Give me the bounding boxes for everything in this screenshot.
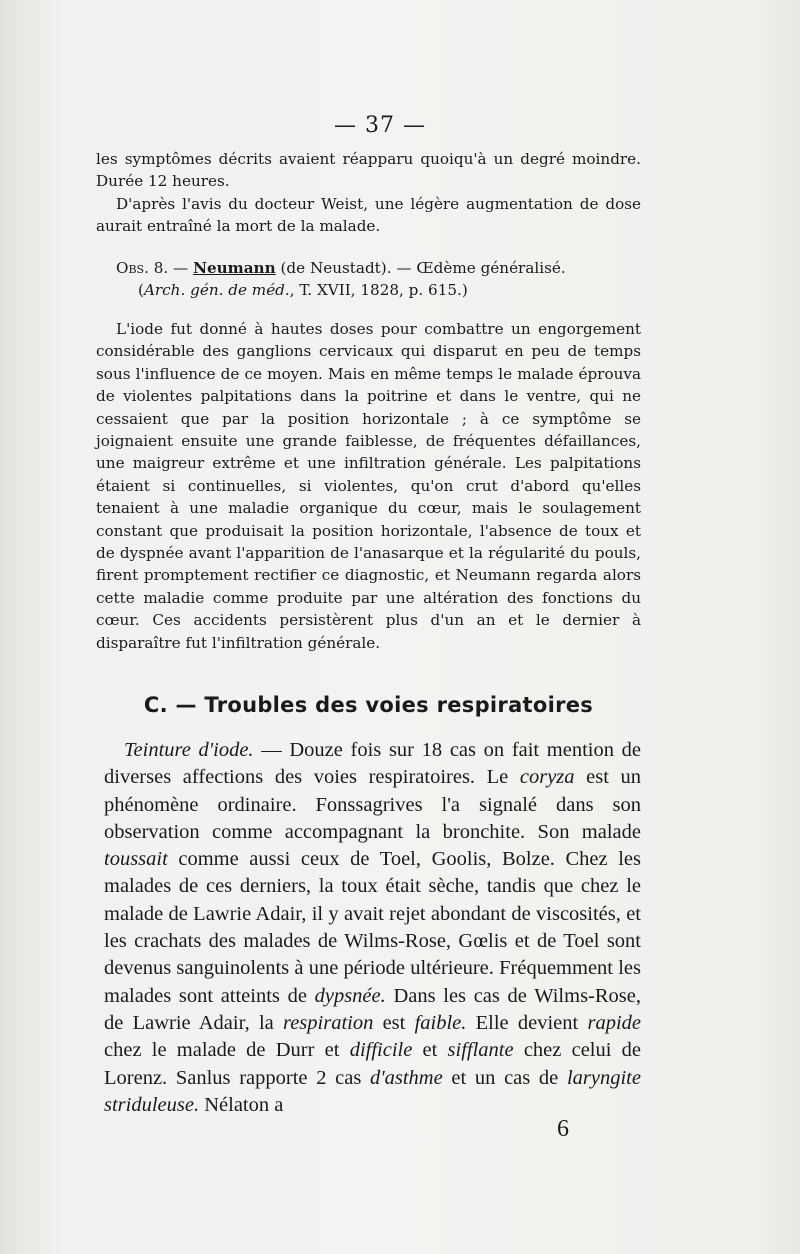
italic-text: faible.: [414, 1011, 467, 1034]
dash: —: [168, 259, 194, 277]
italic-text: rapide: [587, 1011, 641, 1034]
text: Nélaton a: [199, 1093, 284, 1116]
observation-label: Obs. 8.: [116, 259, 169, 277]
signature-mark: 6: [557, 1116, 569, 1142]
observation-location: (de Neustadt). — Œdème généralisé.: [275, 259, 566, 277]
text: chez le malade de Durr et: [104, 1039, 350, 1062]
text: et: [412, 1039, 448, 1062]
text: — Douze fois sur 18 cas on fait mention de diverses affections des voies respiratoires. Le: [104, 739, 641, 789]
journal-name: Arch. gén. de méd.: [143, 281, 290, 299]
section-heading: C. — Troubles des voies respiratoires: [143, 693, 594, 717]
text: comme aussi ceux de Toel, Goolis, Bolze. Chez les malades de ces derniers, la toux était sèche, tandis que chez le malade de Lawrie Adair, il y avait rejet abondant de viscosités, et les crachats des malades de Wilms-Rose, Gœlis et de Toel sont devenus sanguinolents à une période ultérieure. Fréquemment les malades sont atteints de: [104, 848, 641, 1007]
italic-text: laryngite striduleuse.: [104, 1066, 641, 1116]
page-number: — 37 —: [334, 113, 426, 138]
italic-text: dypsnée.: [314, 984, 386, 1007]
observation-header: [96, 257, 641, 301]
text: chez celui de Lorenz. Sanlus rapporte 2 cas: [104, 1039, 641, 1089]
source-details: , T. XVII, 1828, p. 615.): [289, 281, 468, 299]
text: et un cas de: [442, 1066, 567, 1089]
paragraph-continuation: [96, 148, 641, 238]
observation-source: [96, 279, 641, 301]
text: Elle devient: [466, 1011, 588, 1034]
observation-author: Neumann: [193, 259, 276, 277]
italic-text: sifflante: [447, 1039, 514, 1062]
text-line: les symptômes décrits avaient réapparu quoiqu'à un degré moindre. Durée 12 heures.: [96, 150, 641, 191]
italic-text: coryza: [519, 766, 575, 789]
text: est: [373, 1011, 415, 1034]
observation-title: [96, 257, 641, 279]
italic-text: toussait: [104, 848, 168, 871]
text: est un phénomène ordinaire. Fonssagrives l'a signalé dans son observation comme accompagnant la bronchite. Son malade: [104, 766, 641, 843]
text: Dans les cas de Wilms-Rose, de Lawrie Adair, la: [104, 984, 641, 1034]
section-body: [104, 737, 641, 1119]
paragraph: [104, 737, 641, 1119]
paragraph: L'iode fut donné à hautes doses pour combattre un engorgement considérable des ganglions cervicaux qui disparut en peu de temps sous l'influence de ce moyen. Mais en même temps le malade éprouva de violentes palpitations dans la poitrine et dans le ventre, qui ne cessaient que par la position horizontale ; à ce symptôme se joignaient ensuite une grande faiblesse, de fréquentes défaillances, une maigreur extrême et une infiltration générale. Les palpitations étaient si continuelles, si violentes, qu'on crut d'abord qu'elles tenaient à une maladie organique du cœur, mais le soulagement constant que produisait la position horizontale, l'absence de toux et de dyspnée avant l'apparition de l'anasarque et la régularité du pouls, firent promptement rectifier ce diagnostic, et Neumann regarda alors cette maladie comme produite par une altération des fonctions du cœur. Ces accidents persistèrent plus d'un an et le dernier à disparaître fut l'infiltration générale.: [96, 320, 641, 652]
italic-text: respiration: [282, 1011, 374, 1034]
observation-body: [96, 318, 641, 654]
italic-text: Teinture d'iode.: [124, 739, 254, 761]
italic-text: d'asthme: [370, 1066, 443, 1089]
italic-text: difficile: [349, 1039, 413, 1062]
paren: (: [138, 281, 144, 299]
text-line: D'après l'avis du docteur Weist, une légère augmentation de dose aurait entraîné la mort de la malade.: [96, 194, 641, 236]
